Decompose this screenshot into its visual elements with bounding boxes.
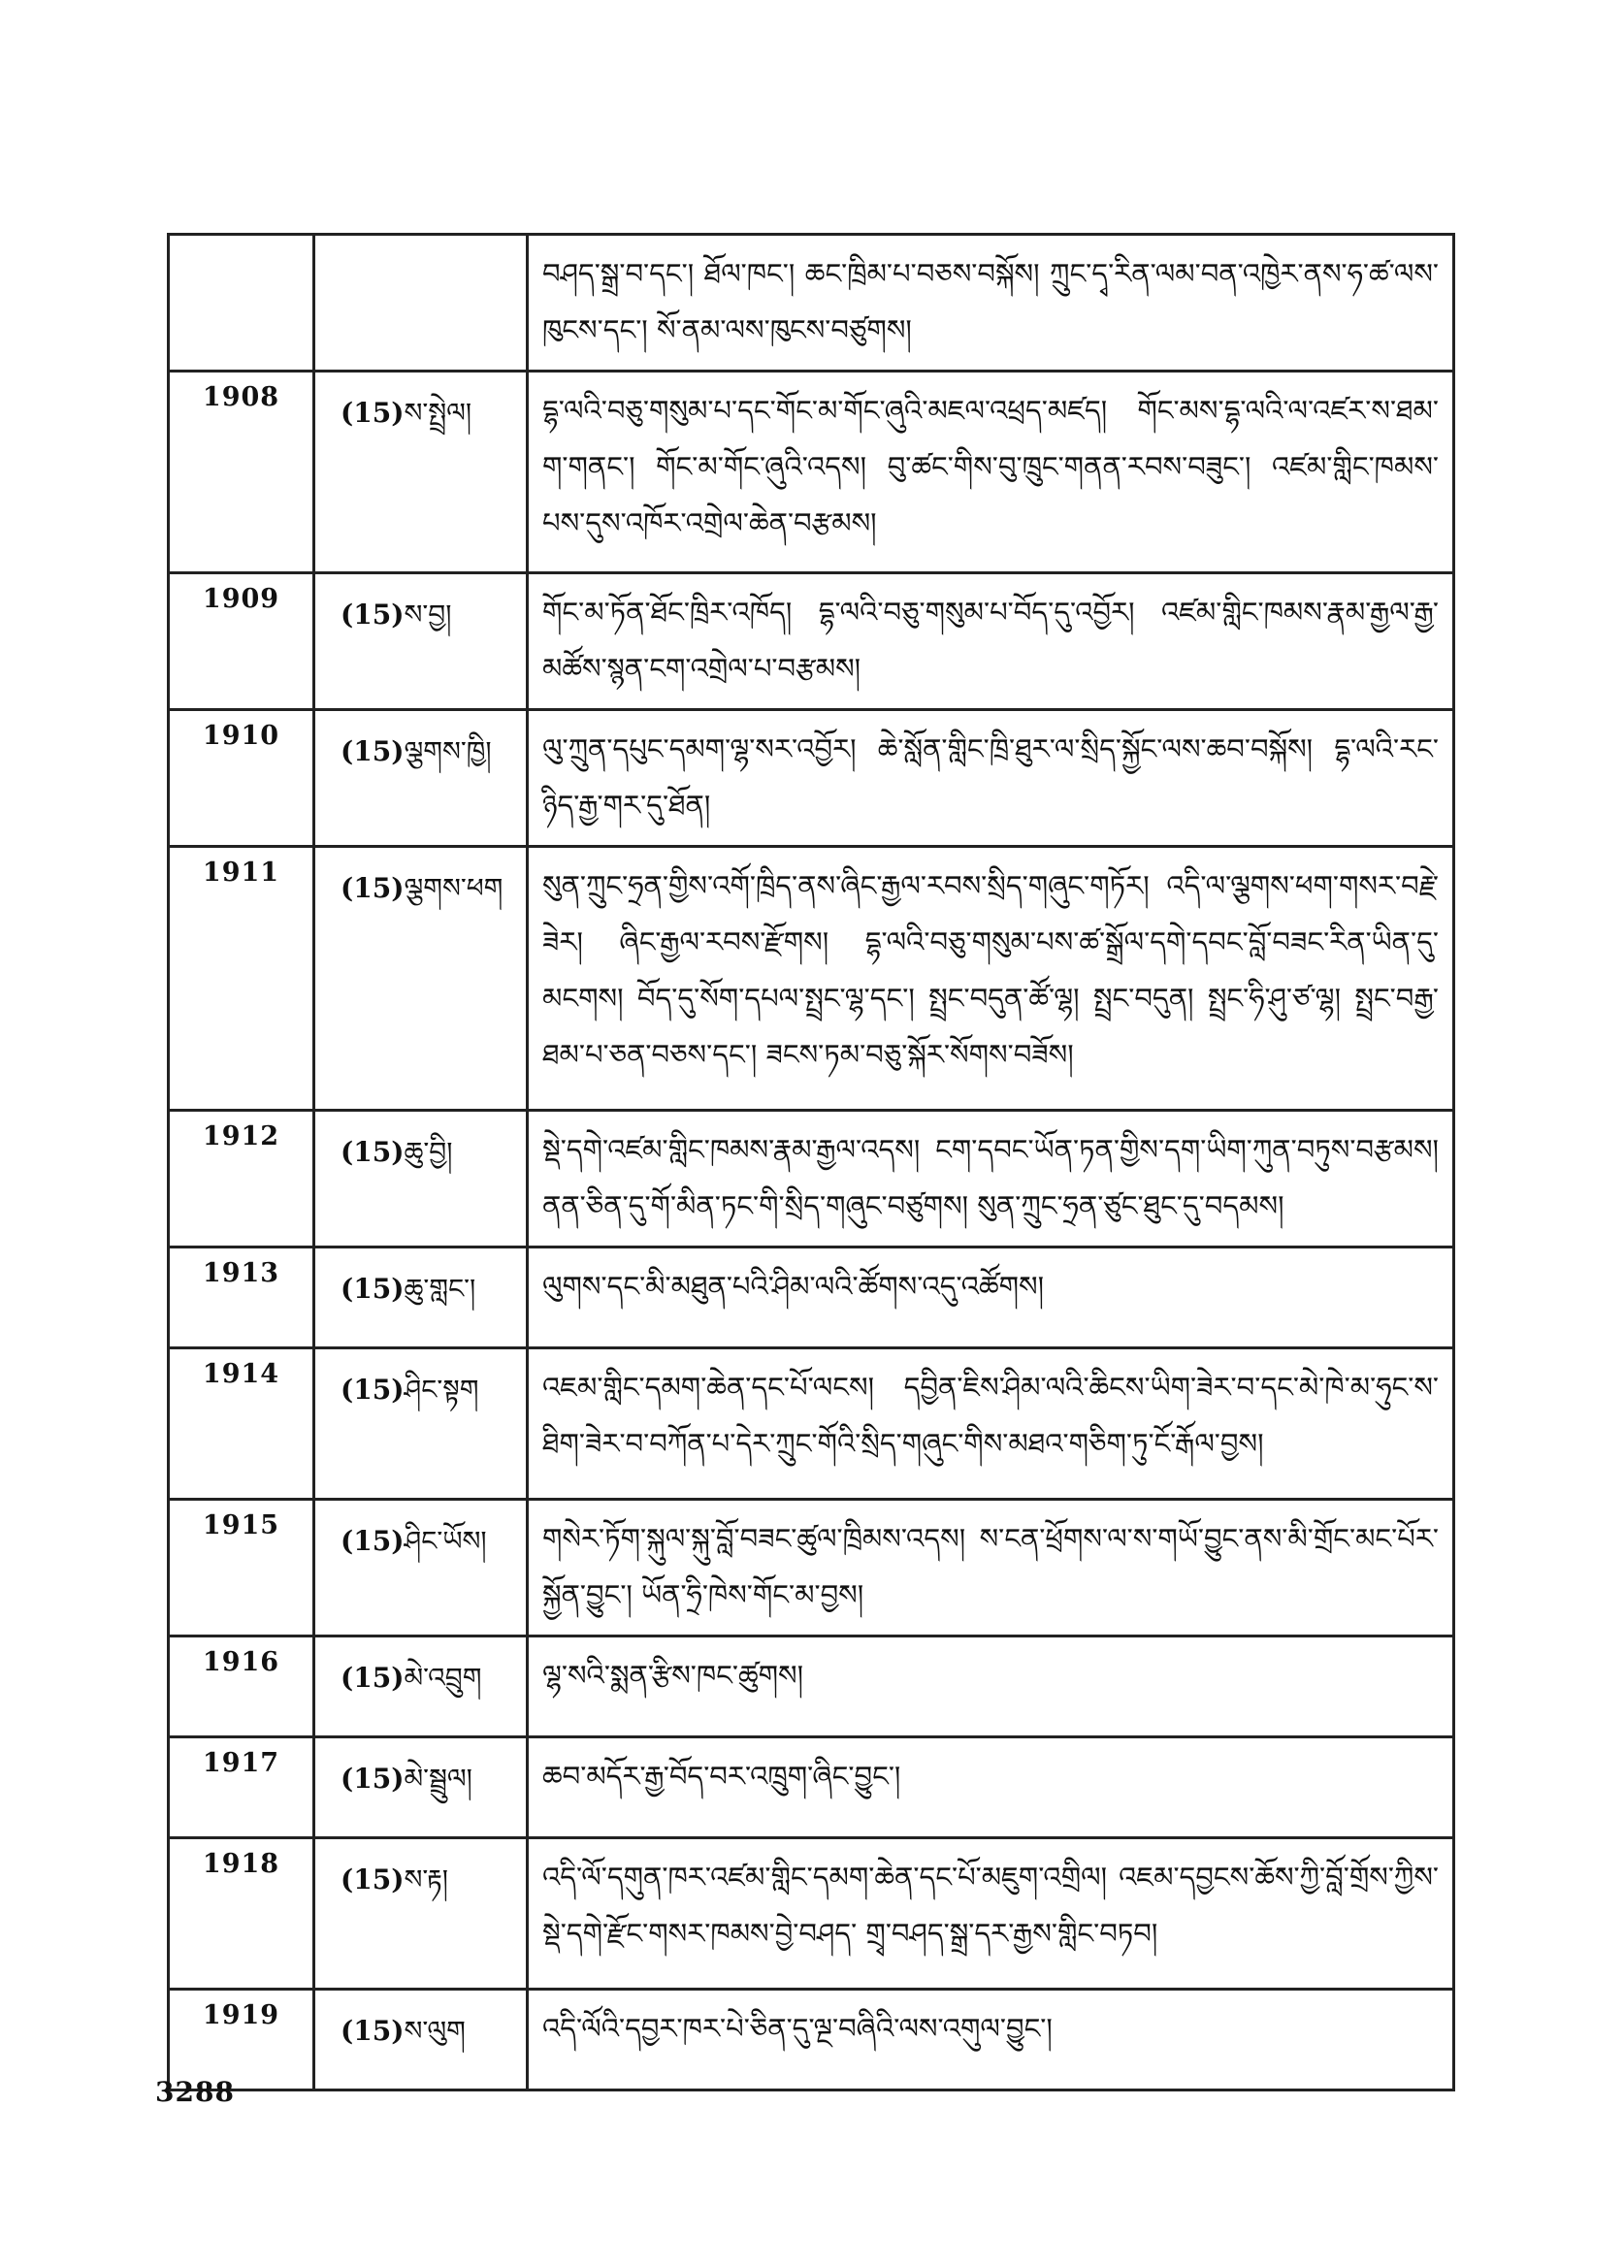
cycle-number: (15) bbox=[341, 1374, 405, 1406]
events-cell: འདི་ལོ་དགུན་ཁར་འཛམ་གླིང་དམག་ཆེན་དང་པོ་མཇུག་འགྲིལ། འཇམ་དབྱངས་ཆོས་ཀྱི་བློ་གྲོས་ཀྱིས་སྡེ་དགེ་རྫོང་གསར་ཁམས་བྱེ་བཤད་ གྲྭ་བཤད་སྒྲ་དར་རྒྱས་གླིང་བཏབ། bbox=[528, 1838, 1454, 1990]
year-cell: 1908 bbox=[169, 372, 314, 573]
year-cell: 1912 bbox=[169, 1111, 314, 1247]
cycle-cell bbox=[314, 1636, 528, 1737]
events-cell: འདི་ལོའི་དབྱར་ཁར་པེ་ཅིན་དུ་ལྔ་བཞིའི་ལས་འགུལ་བྱུང་། bbox=[528, 1990, 1454, 2090]
table-body bbox=[169, 235, 1454, 2090]
table-row bbox=[169, 710, 1454, 847]
table-row bbox=[169, 573, 1454, 710]
page-number: 3288 bbox=[155, 2076, 235, 2108]
events-cell: ལུགས་དང་མི་མཐུན་པའི་ཤིམ་ལའི་ཚོགས་འདུ་འཚོགས། bbox=[528, 1247, 1454, 1348]
events-cell: ཆབ་མདོར་རྒྱ་བོད་བར་འཁྲུག་ཞིང་བྱུང་། bbox=[528, 1737, 1454, 1838]
events-cell: དྷ་ལའི་བཅུ་གསུམ་པ་དང་གོང་མ་གོང་ཞུའི་མཇལ་འཕྲད་མཛད། གོང་མས་དྷ་ལའི་ལ་འཛར་ས་ཐམ་ག་གནང་། གོང་མ་གོང་ཞུའི་འདས། བུ་ཚང་གིས་བུ་ཁྲུང་གནན་རབས་བཟུང་། འཛམ་གླིང་ཁམས་པས་དུས་འཁོར་འགྲེལ་ཆེན་བརྩམས། bbox=[528, 372, 1454, 573]
events-cell: གོང་མ་ཏོན་ཐོང་ཁྲིར་འཁོད། དྷ་ལའི་བཅུ་གསུམ་པ་བོད་དུ་འབྱོར། འཛམ་གླིང་ཁམས་རྣམ་རྒྱལ་རྒྱ་མཚོས་སྙན་ངག་འགྲེལ་པ་བརྩམས། bbox=[528, 573, 1454, 710]
cycle-number: (15) bbox=[341, 2015, 405, 2047]
cycle-year-name: ལྕགས་ཕག bbox=[404, 872, 503, 904]
cycle-cell bbox=[314, 1990, 528, 2090]
events-cell: སྡེ་དགེ་འཛམ་གླིང་ཁམས་རྣམ་རྒྱལ་འདས། ངག་དབང་ཡོན་ཏན་གྱིས་དག་ཡིག་ཀུན་བཏུས་བརྩམས། ནན་ཅིན་དུ་གོ་མིན་ཏང་གི་སྲིད་གཞུང་བཙུགས། སུན་ཀྲུང་ཧྲན་ཙུང་ཐུང་དུ་བདམས། bbox=[528, 1111, 1454, 1247]
table-row bbox=[169, 1990, 1454, 2090]
cycle-number: (15) bbox=[341, 397, 405, 429]
table-row bbox=[169, 1247, 1454, 1348]
table-row bbox=[169, 1500, 1454, 1636]
cycle-year-name: ས་སྤྲེལ། bbox=[404, 397, 472, 429]
events-cell: ལྷ་སའི་སྨན་རྩིས་ཁང་ཚུགས། bbox=[528, 1636, 1454, 1737]
cycle-year-name: ས་ལུག bbox=[404, 2015, 466, 2047]
cycle-year-name: ཆུ་བྱི། bbox=[404, 1136, 453, 1168]
year-cell: 1918 bbox=[169, 1838, 314, 1990]
cycle-cell bbox=[314, 1247, 528, 1348]
events-cell: འཇམ་གླིང་དམག་ཆེན་དང་པོ་ལངས། དབྱིན་ཇིས་ཤིམ་ལའི་ཆིངས་ཡིག་ཟེར་བ་དང་མེ་ཁེ་མ་ཧུང་ས་ཐིག་ཟེར་བ་བཀོན་པ་དེར་ཀྲུང་གོའི་སྲིད་གཞུང་གིས་མཐའ་གཅིག་ཏུ་ངོ་རྒོལ་བྱས། bbox=[528, 1348, 1454, 1500]
cycle-cell bbox=[314, 710, 528, 847]
year-cell: 1910 bbox=[169, 710, 314, 847]
year-cell: 1914 bbox=[169, 1348, 314, 1500]
cycle-number: (15) bbox=[341, 1136, 405, 1168]
year-cell: 1919 bbox=[169, 1990, 314, 2090]
cycle-cell bbox=[314, 573, 528, 710]
cycle-number: (15) bbox=[341, 599, 405, 631]
year-cell: 1911 bbox=[169, 847, 314, 1111]
table-row bbox=[169, 1111, 1454, 1247]
cycle-number: (15) bbox=[341, 1273, 405, 1305]
year-cell: 1909 bbox=[169, 573, 314, 710]
table-row bbox=[169, 1348, 1454, 1500]
cycle-year-name: མེ་སྦྲུལ། bbox=[404, 1763, 472, 1795]
cycle-year-name: ཤིང་ཡོས། bbox=[404, 1525, 487, 1557]
cycle-cell bbox=[314, 1111, 528, 1247]
events-cell: གསེར་ཏོག་སྐུལ་སྐུ་བློ་བཟང་ཚུལ་ཁྲིམས་འདས། ས་ངན་ཕྲོགས་ལ་ས་གཡོ་བྱུང་ནས་མི་གྲོང་མང་པོར་སྐྱོན་བྱུང་། ཡོན་ཧྲི་ཁེས་གོང་མ་བྱས། bbox=[528, 1500, 1454, 1636]
cycle-year-name: ལྕགས་ཁྱི། bbox=[404, 735, 492, 767]
cycle-cell bbox=[314, 1348, 528, 1500]
cycle-number: (15) bbox=[341, 1763, 405, 1795]
table-row bbox=[169, 235, 1454, 372]
events-cell: སུན་ཀྲུང་ཧྲན་གྱིས་འགོ་ཁྲིད་ནས་ཞིང་རྒྱལ་རབས་སྲིད་གཞུང་གཏོར། འདི་ལ་ལྕགས་ཕག་གསར་བརྗེ་ཟེར། ཞིང་རྒྱལ་རབས་རྫོགས། དྷ་ལའི་བཅུ་གསུམ་པས་ཚ་སྒྲོལ་དགེ་དབང་བློ་བཟང་རིན་ཡིན་དུ་མངགས། བོད་དུ་སོག་དཔལ་སྤྲང་ལྷ་དང་། སྤྲང་བདུན་ཚོ་ལྷ། སྤྲང་བདུན། སྤྲང་ཧི་ཤུ་ཙ་ལྷ། སྤྲང་བརྒྱ་ཐམ་པ་ཅན་བཅས་དང་། ཟངས་ཏམ་བཅུ་སྐོར་སོགས་བཟོས། bbox=[528, 847, 1454, 1111]
year-cell bbox=[169, 235, 314, 372]
cycle-number: (15) bbox=[341, 1863, 405, 1895]
events-cell: བཤད་སྒྲ་བ་དང་། ཐོལ་ཁང་། ཆང་ཁྲིམ་པ་བཅས་བསྐོས། ཀྲུང་དྭ་རིན་ལམ་བན་འཁྱེར་ནས་ཧ་ཚ་ལས་ཁུངས་དང་། སོ་ནམ་ལས་ཁུངས་བཙུགས། bbox=[528, 235, 1454, 372]
chronology-table bbox=[167, 233, 1455, 2091]
cycle-cell bbox=[314, 847, 528, 1111]
events-cell: ལུ་ཀྲུན་དཔུང་དམག་ལྷ་སར་འབྱོར། ཆེ་སློན་གླིང་ཁྲི་ཐུར་ལ་སྲིད་སྐྱོང་ལས་ཆབ་བསྐོས། དྷ་ལའི་རང་ཉིད་རྒྱ་གར་དུ་ཐོན། bbox=[528, 710, 1454, 847]
year-cell: 1916 bbox=[169, 1636, 314, 1737]
cycle-cell bbox=[314, 1838, 528, 1990]
cycle-number: (15) bbox=[341, 872, 405, 904]
cycle-cell bbox=[314, 372, 528, 573]
cycle-year-name: ཆུ་གླང་། bbox=[404, 1273, 476, 1305]
table-row bbox=[169, 1636, 1454, 1737]
cycle-number: (15) bbox=[341, 1525, 405, 1557]
year-cell: 1917 bbox=[169, 1737, 314, 1838]
year-cell: 1915 bbox=[169, 1500, 314, 1636]
cycle-cell bbox=[314, 1500, 528, 1636]
table-row bbox=[169, 1838, 1454, 1990]
cycle-year-name: ས་བྱ། bbox=[404, 599, 452, 631]
cycle-year-name: ཤིང་སྟག bbox=[404, 1374, 479, 1406]
cycle-year-name: ས་རྟ། bbox=[404, 1863, 448, 1895]
cycle-year-name: མེ་འབྲུག bbox=[404, 1662, 482, 1694]
table-row bbox=[169, 372, 1454, 573]
table-row bbox=[169, 1737, 1454, 1838]
table-row bbox=[169, 847, 1454, 1111]
cycle-number: (15) bbox=[341, 735, 405, 767]
cycle-cell bbox=[314, 1737, 528, 1838]
cycle-number: (15) bbox=[341, 1662, 405, 1694]
year-cell: 1913 bbox=[169, 1247, 314, 1348]
cycle-cell bbox=[314, 235, 528, 372]
